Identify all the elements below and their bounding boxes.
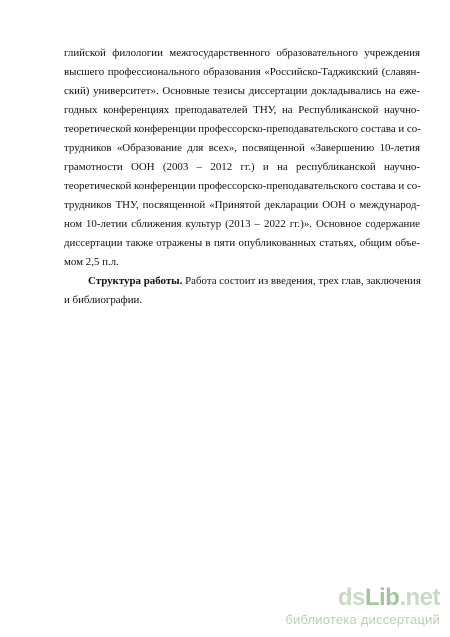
dissertation-text bbox=[64, 44, 420, 310]
watermark-logo bbox=[270, 585, 440, 611]
watermark-logo-ds: ds bbox=[337, 584, 365, 611]
structure-text: Работа состоит из введения, трех глав, заключения bbox=[182, 275, 421, 287]
dslib-watermark bbox=[270, 585, 440, 629]
text-line: годных конференциях преподавателей ТНУ, на Республиканской научно- bbox=[64, 104, 420, 116]
watermark-logo-net: .net bbox=[399, 584, 440, 611]
text-line: теоретической конференции профессорско-преподавательского состава и со- bbox=[64, 180, 421, 192]
structure-heading: Структура работы. bbox=[88, 275, 183, 287]
watermark-subtitle: библиотека диссертаций bbox=[285, 612, 440, 627]
text-line: ном 10-летии сближения культур (2013 – 2022 гг.)». Основное содержание bbox=[64, 218, 420, 230]
text-line: глийской филологии межгосударственного образовательного учреждения bbox=[64, 47, 420, 59]
watermark-logo-lib: Lib bbox=[364, 584, 400, 611]
text-line: ский) университет». Основные тезисы диссертации докладывались на еже- bbox=[64, 85, 420, 97]
text-line: трудников ТНУ, посвященной «Принятой декларации ООН о международ- bbox=[64, 199, 420, 211]
text-line: диссертации также отражены в пяти опубликованных статьях, общим объе- bbox=[64, 237, 420, 249]
text-line: грамотности ООН (2003 – 2012 гг.) и на республиканской научно- bbox=[64, 161, 420, 173]
text-line: теоретической конференции профессорско-преподавательского состава и со- bbox=[64, 123, 421, 135]
text-line: трудников «Образование для всех», посвященной «Завершению 10-летия bbox=[64, 142, 420, 154]
text-line: мом 2,5 п.л. bbox=[64, 256, 119, 268]
structure-paragraph bbox=[64, 272, 420, 291]
text-line: и библиографии. bbox=[64, 294, 143, 306]
text-line: высшего профессионального образования «Российско-Таджикский (славян- bbox=[64, 66, 420, 78]
